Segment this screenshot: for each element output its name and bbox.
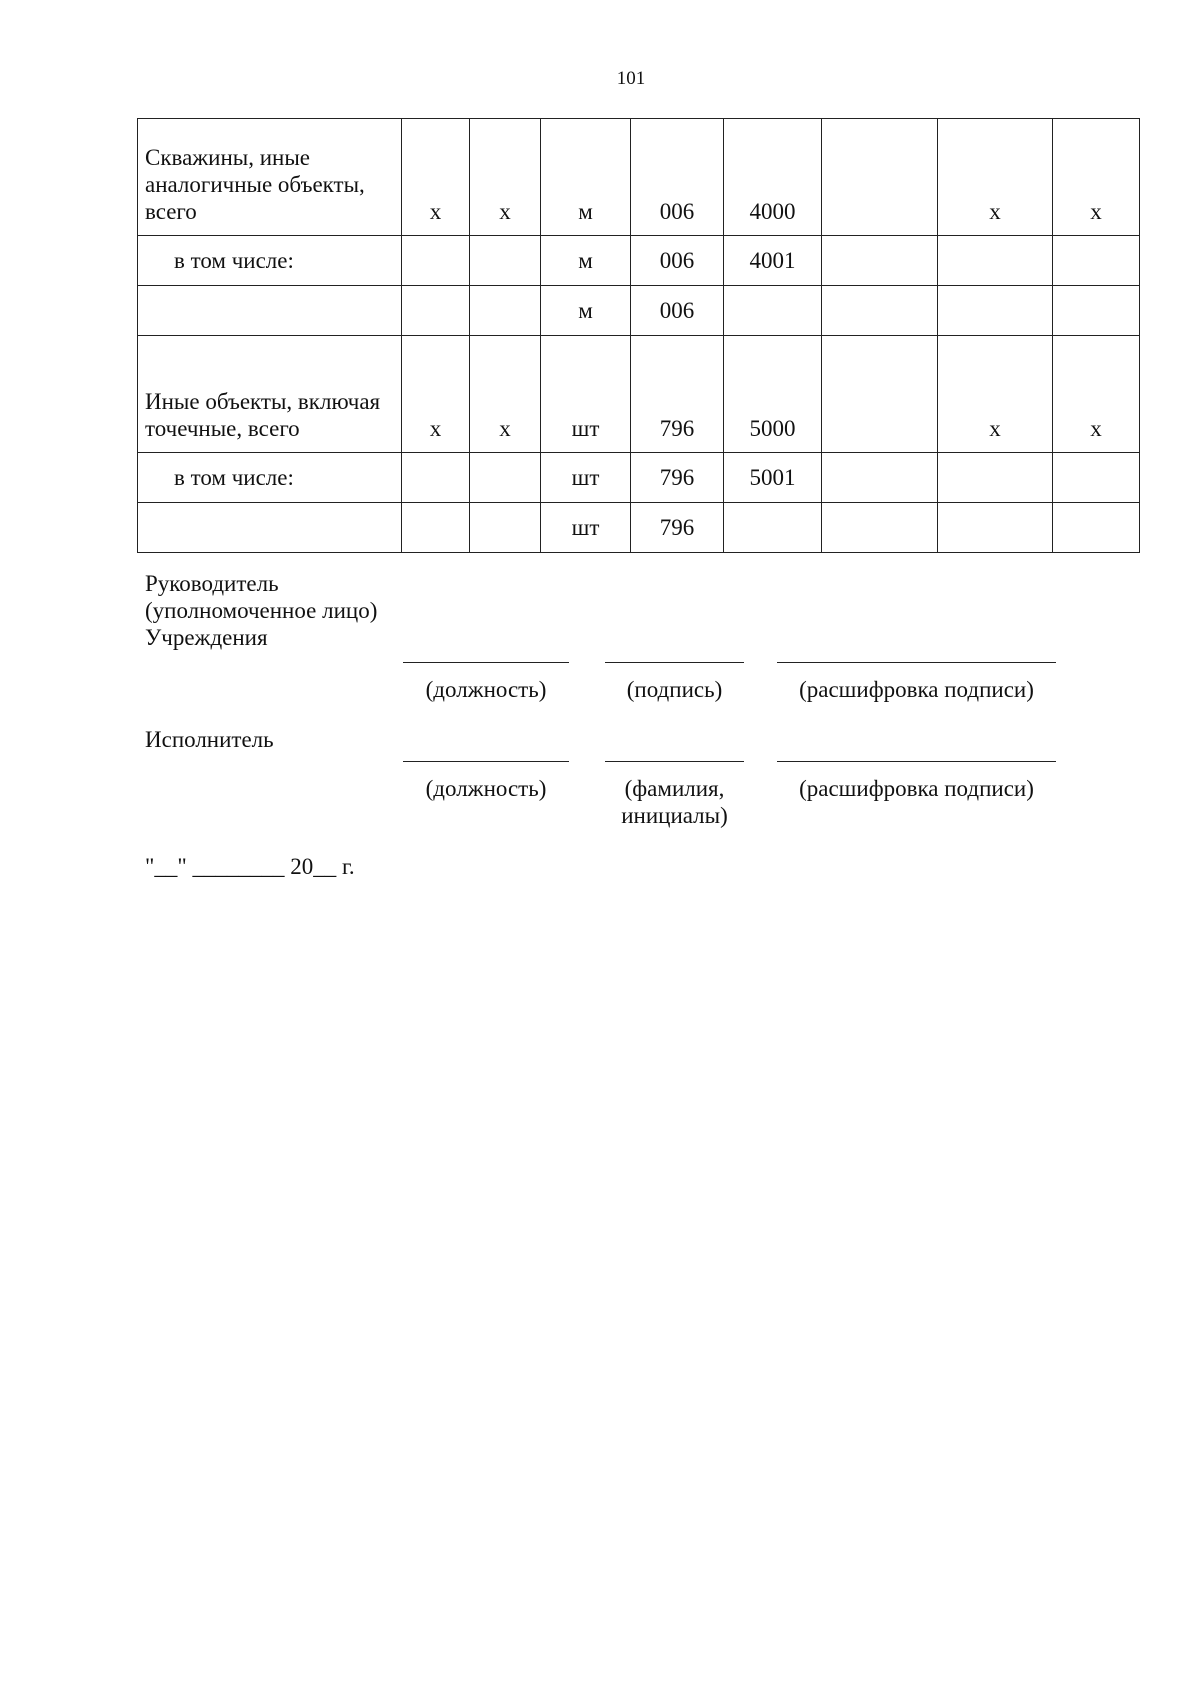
okei-cell: 006 xyxy=(631,119,724,236)
unit-cell: шт xyxy=(541,453,631,503)
exec-name-line[interactable] xyxy=(605,761,744,762)
code-cell: 5001 xyxy=(724,453,822,503)
code-cell: 4000 xyxy=(724,119,822,236)
cell xyxy=(1053,503,1140,553)
cell xyxy=(470,453,541,503)
okei-cell: 796 xyxy=(631,453,724,503)
okei-cell: 006 xyxy=(631,236,724,286)
cell xyxy=(822,119,938,236)
head-label-authorized: (уполномоченное лицо) xyxy=(145,598,378,623)
cell xyxy=(822,503,938,553)
cell: х xyxy=(470,336,541,453)
head-label: Руководитель xyxy=(145,571,279,596)
head-decoding-caption: (расшифровка подписи) xyxy=(799,677,1034,702)
cell: х xyxy=(938,119,1053,236)
exec-position-line[interactable] xyxy=(403,761,569,762)
row-name xyxy=(138,503,402,553)
cell xyxy=(470,236,541,286)
date-line[interactable]: "__" ________ 20__ г. xyxy=(145,854,355,879)
head-label-institution: Учреждения xyxy=(145,625,268,650)
row-name: Скважины, иные аналогичные объекты, всего xyxy=(138,119,402,236)
okei-cell: 796 xyxy=(631,336,724,453)
unit-cell: м xyxy=(541,236,631,286)
code-cell xyxy=(724,286,822,336)
code-cell xyxy=(724,503,822,553)
unit-cell: шт xyxy=(541,503,631,553)
cell xyxy=(938,503,1053,553)
cell xyxy=(822,453,938,503)
cell xyxy=(402,236,470,286)
page-number: 101 xyxy=(616,68,646,89)
unit-cell: м xyxy=(541,119,631,236)
cell xyxy=(822,236,938,286)
cell xyxy=(470,503,541,553)
table-row xyxy=(138,236,1140,286)
table-row xyxy=(138,453,1140,503)
exec-position-caption: (должность) xyxy=(425,776,547,801)
row-name: в том числе: xyxy=(138,453,402,503)
row-name: Иные объекты, включая точечные, всего xyxy=(138,336,402,453)
exec-name-caption-initials: инициалы) xyxy=(621,803,728,828)
okei-cell: 796 xyxy=(631,503,724,553)
row-name xyxy=(138,286,402,336)
cell: х xyxy=(1053,336,1140,453)
cell xyxy=(1053,236,1140,286)
code-cell: 4001 xyxy=(724,236,822,286)
exec-decoding-line[interactable] xyxy=(777,761,1056,762)
cell: х xyxy=(470,119,541,236)
okei-cell: 006 xyxy=(631,286,724,336)
cell xyxy=(402,286,470,336)
unit-cell: шт xyxy=(541,336,631,453)
code-cell: 5000 xyxy=(724,336,822,453)
row-name: в том числе: xyxy=(138,236,402,286)
exec-name-caption: (фамилия, xyxy=(624,776,725,801)
cell xyxy=(402,503,470,553)
table-row xyxy=(138,503,1140,553)
head-position-caption: (должность) xyxy=(425,677,547,702)
cell: х xyxy=(1053,119,1140,236)
cell: х xyxy=(938,336,1053,453)
executor-label: Исполнитель xyxy=(145,727,274,752)
head-position-line[interactable] xyxy=(403,662,569,663)
unit-cell: м xyxy=(541,286,631,336)
cell xyxy=(822,286,938,336)
cell xyxy=(938,453,1053,503)
cell: х xyxy=(402,119,470,236)
table-row xyxy=(138,119,1140,236)
report-table xyxy=(137,118,1140,553)
head-signature-caption: (подпись) xyxy=(626,677,723,702)
exec-decoding-caption: (расшифровка подписи) xyxy=(799,776,1034,801)
cell xyxy=(938,236,1053,286)
head-decoding-line[interactable] xyxy=(777,662,1056,663)
cell xyxy=(1053,453,1140,503)
table-row xyxy=(138,336,1140,453)
cell xyxy=(822,336,938,453)
cell xyxy=(402,453,470,503)
cell xyxy=(1053,286,1140,336)
cell: х xyxy=(402,336,470,453)
cell xyxy=(938,286,1053,336)
head-signature-line[interactable] xyxy=(605,662,744,663)
table-row xyxy=(138,286,1140,336)
cell xyxy=(470,286,541,336)
